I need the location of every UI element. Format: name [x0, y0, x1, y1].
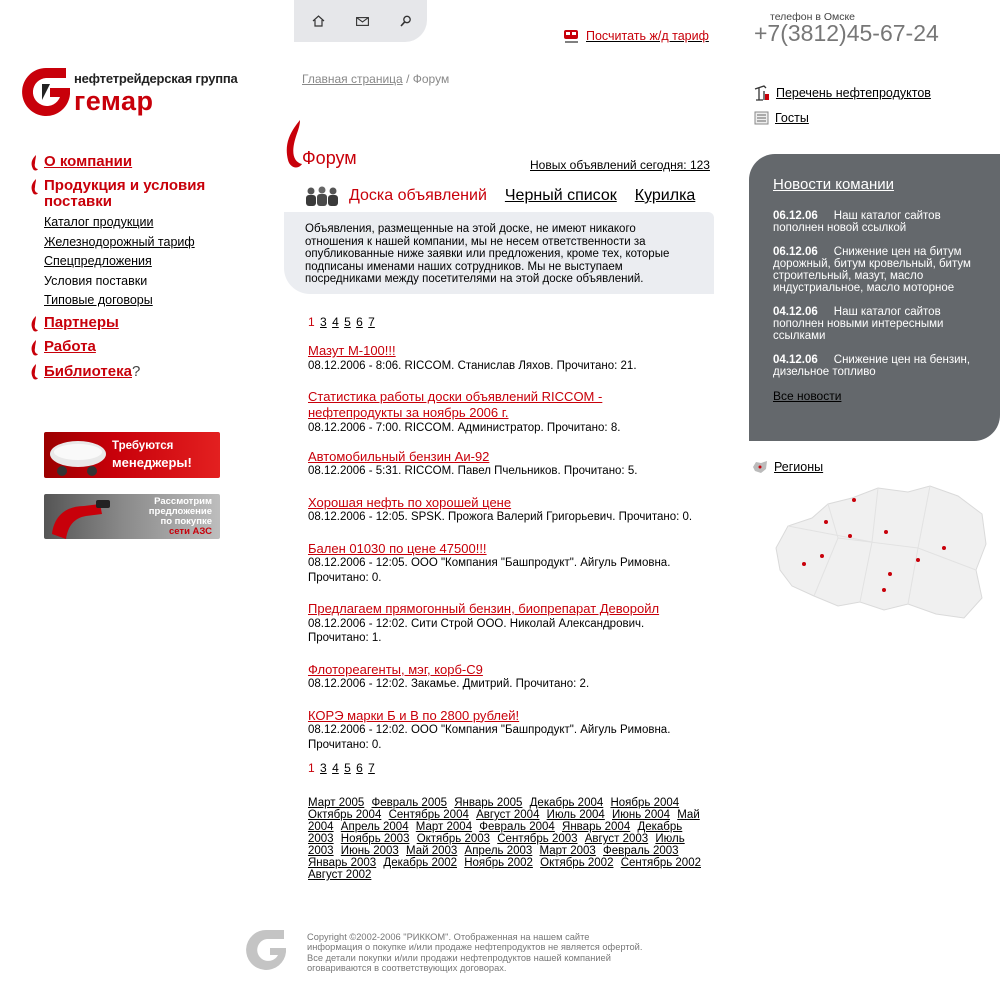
nav-sub-rail-tariff[interactable]: Железнодорожный тариф: [44, 234, 195, 249]
forum-post: [308, 389, 718, 436]
post-meta: 08.12.2006 - 12:05. ООО "Компания "Башпродукт". Айгуль Римовна. Прочитано: 0.: [308, 557, 671, 584]
pager-link[interactable]: 7: [368, 315, 375, 329]
tanker-icon: [46, 432, 116, 478]
breadcrumb-home-link[interactable]: Главная страница: [302, 72, 403, 86]
post-title-link[interactable]: Статистика работы доски объявлений RICCOM - нефтепродукты за ноябрь 2006 г.: [308, 389, 603, 420]
news-date: 04.12.06: [773, 354, 818, 366]
pager-link[interactable]: 4: [332, 315, 339, 329]
news-title-link[interactable]: Новости комании: [773, 176, 895, 193]
archive-month-link[interactable]: Июнь 2003: [340, 845, 399, 857]
news-item[interactable]: [773, 246, 988, 294]
banner-line: Требуются: [112, 440, 174, 452]
news-date: 06.12.06: [773, 246, 818, 258]
forum-post: [308, 343, 718, 373]
news-date: 04.12.06: [773, 306, 818, 318]
company-logo[interactable]: [20, 66, 250, 121]
pager-link[interactable]: 3: [320, 315, 327, 329]
forum-post: [308, 601, 718, 646]
nav-item-partners[interactable]: [30, 315, 240, 333]
archive-month-link[interactable]: Февраль 2005: [371, 797, 448, 809]
post-meta: 08.12.2006 - 12:02. Закамье. Дмитрий. Прочитано: 2.: [308, 678, 590, 690]
pager-top: [308, 315, 375, 329]
flame-icon: [30, 154, 40, 172]
breadcrumb-current: Форум: [412, 72, 450, 86]
news-text: Наш каталог сайтов пополнен новой ссылкой: [773, 210, 941, 234]
top-icon-bar: [294, 0, 427, 42]
archive-month-link[interactable]: Сентябрь 2004: [388, 809, 469, 821]
post-meta: 08.12.2006 - 12:05. SPSK. Прожога Валерий Григорьевич. Прочитано: 0.: [308, 511, 693, 523]
pager-link[interactable]: 7: [368, 761, 375, 775]
nav-item-about[interactable]: [30, 154, 240, 172]
archive-month-link[interactable]: Ноябрь 2003: [340, 833, 410, 845]
forum-post: [308, 449, 718, 479]
nav-label: Работа: [44, 337, 96, 355]
nav-label: Партнеры: [44, 313, 119, 331]
rail-tariff-label: Посчитать ж/д тариф: [586, 28, 709, 43]
post-meta: 08.12.2006 - 8:06. RICCOM. Станислав Ляхов. Прочитано: 21.: [308, 359, 637, 372]
home-icon[interactable]: [308, 11, 328, 31]
post-meta: 08.12.2006 - 12:02. ООО "Компания "Башпродукт". Айгуль Римовна. Прочитано: 0.: [308, 724, 671, 751]
archive-months: [308, 797, 708, 881]
tab-smoking-room[interactable]: Курилка: [634, 187, 696, 204]
post-title-link[interactable]: Предлагаем прямогонный бензин, биопрепарат Деворойл: [308, 601, 660, 616]
pager-link[interactable]: 3: [320, 761, 327, 775]
archive-month-link[interactable]: Август 2004: [476, 809, 540, 821]
pager-link[interactable]: 5: [344, 761, 351, 775]
archive-month-link[interactable]: Май 2004: [308, 809, 700, 833]
flame-icon: [30, 178, 40, 196]
regions-label: Регионы: [774, 460, 824, 474]
banner-line: Рассмотрим: [154, 496, 212, 507]
archive-month-link[interactable]: Декабрь 2002: [383, 857, 458, 869]
post-title-link[interactable]: Бален 01030 по цене 47500!!!: [308, 540, 487, 556]
forum-heading: [284, 118, 384, 170]
archive-month-link[interactable]: Сентябрь 2002: [620, 857, 701, 869]
news-date: 06.12.06: [773, 210, 818, 222]
logo-name: гемар: [74, 86, 154, 116]
flame-icon: [30, 315, 40, 333]
footer-g-logo-icon: [246, 928, 288, 974]
oil-pump-icon: [754, 85, 770, 101]
banner-line: предложение: [148, 506, 212, 517]
archive-month-link[interactable]: Март 2004: [415, 821, 473, 833]
pager-link[interactable]: 4: [332, 761, 339, 775]
pager-current: 1: [308, 315, 315, 329]
nav-label: Библиотека: [44, 362, 132, 380]
phone-caption: телефон в Омске: [770, 11, 856, 23]
banner-line: сети АЗС: [168, 526, 212, 537]
breadcrumb-separator: /: [402, 72, 413, 86]
disclaimer-text: Объявления, размещенные на этой доске, не имеют никакого отношения к нашей компании, мы не несем ответственности за опубликованные ниже заявки или предложения, кроме тех, которые подписаны именами наших сотрудников. Мы не выступаем посредниками между посетителями на этой доске объявлений.: [305, 223, 670, 285]
archive-month-link[interactable]: Ноябрь 2002: [464, 857, 533, 869]
nav-label: Продукция и условия поставки: [44, 177, 206, 210]
flame-icon: [30, 363, 40, 381]
archive-month-link[interactable]: Январь 2004: [562, 821, 631, 833]
archive-month-link[interactable]: Февраль 2004: [479, 821, 555, 833]
train-icon: [563, 28, 580, 43]
archive-month-link[interactable]: Апрель 2003: [464, 845, 533, 857]
archive-month-link[interactable]: Октябрь 2003: [416, 833, 491, 845]
archive-month-link[interactable]: Февраль 2003: [603, 845, 679, 857]
banner-line: по покупке: [160, 516, 212, 527]
right-links: [754, 85, 931, 135]
archive-month-link[interactable]: Декабрь 2004: [529, 797, 604, 809]
gost-label: Госты: [775, 111, 809, 125]
nav-sub-terms[interactable]: Условия поставки: [44, 273, 148, 288]
nav-sub-special[interactable]: Спецпредложения: [44, 254, 152, 268]
banner-gas-station-offer[interactable]: [44, 494, 220, 539]
post-title-link[interactable]: КОРЭ марки Б и В по 2800 рублей!: [308, 707, 520, 723]
pager-link[interactable]: 6: [356, 315, 363, 329]
main-nav: [30, 154, 240, 387]
archive-month-link[interactable]: Март 2003: [539, 845, 596, 857]
archive-month-link[interactable]: Октябрь 2004: [308, 809, 382, 821]
archive-month-link[interactable]: Январь 2005: [454, 797, 523, 809]
news-item[interactable]: [773, 354, 988, 378]
news-item[interactable]: [773, 306, 988, 342]
pager-link[interactable]: 5: [344, 315, 351, 329]
archive-month-link[interactable]: Январь 2003: [308, 857, 377, 869]
pager-link[interactable]: 6: [356, 761, 363, 775]
archive-month-link[interactable]: Ноябрь 2004: [610, 797, 680, 809]
forum-post: [308, 708, 718, 753]
gost-link[interactable]: [754, 111, 931, 125]
archive-month-link[interactable]: Декабрь 2003: [308, 821, 683, 845]
nav-sub-contracts[interactable]: Типовые договоры: [44, 293, 153, 307]
tab-board[interactable]: Доска объявлений: [349, 187, 487, 204]
nav-sub-catalog[interactable]: Каталог продукции: [44, 215, 154, 229]
petroleum-list-link[interactable]: [754, 85, 931, 101]
post-meta: 08.12.2006 - 12:02. Сити Строй ООО. Николай Александрович. Прочитано: 1.: [308, 617, 645, 644]
flame-icon: [30, 339, 40, 357]
news-panel: [749, 154, 1000, 441]
archive-month-link[interactable]: Сентябрь 2003: [497, 833, 578, 845]
forum-post: [308, 662, 718, 692]
news-text: Снижение цен на бензин, дизельное топливо: [773, 354, 971, 378]
map-small-icon: [752, 460, 768, 474]
archive-month-link[interactable]: Июль 2003: [308, 833, 685, 857]
forum-post-list: [308, 343, 718, 752]
people-icon: [304, 186, 340, 206]
forum-post: [308, 495, 718, 525]
post-title-link[interactable]: Хорошая нефть по хорошей цене: [308, 494, 512, 510]
petroleum-list-label: Перечень нефтепродуктов: [776, 86, 931, 100]
archive-month-link[interactable]: Июнь 2004: [612, 809, 671, 821]
document-list-icon: [754, 111, 769, 125]
forum-tabs: [304, 186, 713, 206]
archive-month-link[interactable]: Октябрь 2002: [540, 857, 614, 869]
mail-icon[interactable]: [352, 11, 372, 31]
banner-managers-wanted[interactable]: [44, 432, 220, 478]
nav-item-library[interactable]: [30, 363, 240, 381]
search-icon[interactable]: [396, 11, 416, 31]
phone-number: +7(3812)45-67-24: [754, 20, 939, 46]
post-title-link[interactable]: Флотореагенты, мэг, корб-С9: [308, 661, 483, 677]
rail-tariff-link[interactable]: [563, 28, 709, 43]
archive-month-link[interactable]: Май 2003: [406, 845, 458, 857]
nav-item-jobs[interactable]: [30, 339, 240, 357]
forum-disclaimer: [284, 212, 714, 294]
regions-link[interactable]: [752, 460, 823, 474]
all-news-link[interactable]: Все новости: [773, 389, 842, 403]
regions-map-icon[interactable]: [768, 478, 990, 624]
nav-item-products[interactable]: [30, 178, 240, 210]
archive-month-link[interactable]: Март 2005: [308, 797, 365, 809]
forum-post: [308, 541, 718, 586]
g-logo-icon: [20, 66, 72, 118]
post-meta: 08.12.2006 - 5:31. RICCOM. Павел Пчельников. Прочитано: 5.: [308, 465, 638, 477]
nav-label: О компании: [44, 153, 133, 170]
fuel-nozzle-icon: [44, 494, 114, 539]
pager-bottom: [308, 761, 375, 775]
news-item[interactable]: [773, 210, 988, 234]
archive-month-link[interactable]: Август 2002: [308, 869, 372, 881]
new-posts-today-link[interactable]: Новых объявлений сегодня: 123: [530, 158, 710, 172]
post-title-link[interactable]: Автомобильный бензин Аи-92: [308, 448, 490, 464]
forum-title: Форум: [302, 148, 357, 168]
post-meta: 08.12.2006 - 7:00. RICCOM. Администратор. Прочитано: 8.: [308, 422, 621, 434]
news-text: Наш каталог сайтов пополнен новыми интересными ссылками: [773, 306, 944, 342]
archive-month-link[interactable]: Апрель 2004: [340, 821, 409, 833]
tab-blacklist[interactable]: Черный список: [504, 187, 617, 204]
archive-month-link[interactable]: Август 2003: [584, 833, 649, 845]
archive-month-link[interactable]: Июль 2004: [546, 809, 605, 821]
breadcrumb: [302, 72, 449, 86]
news-text: Снижение цен на битум дорожный, битум кровельный, битум строительный, мазут, масло индустриальное, масло моторное: [773, 246, 971, 294]
post-title-link[interactable]: Мазут М-100!!!: [308, 343, 396, 358]
pager-current: 1: [308, 761, 315, 775]
banner-line: менеджеры!: [112, 455, 192, 470]
logo-tagline: нефтетрейдерская группа: [74, 71, 238, 86]
nav-submenu: [44, 213, 240, 311]
copyright-text: Copyright ©2002-2006 "РИККОМ". Отображенная на нашем сайте информация о покупке и/или продаже нефтепродуктов не является офертой. Все детали покупки и/или продажи нефтепродуктов нашей компанией оговариваются в соответствующих договорах.: [307, 932, 643, 973]
nav-library-question: ?: [131, 362, 141, 380]
